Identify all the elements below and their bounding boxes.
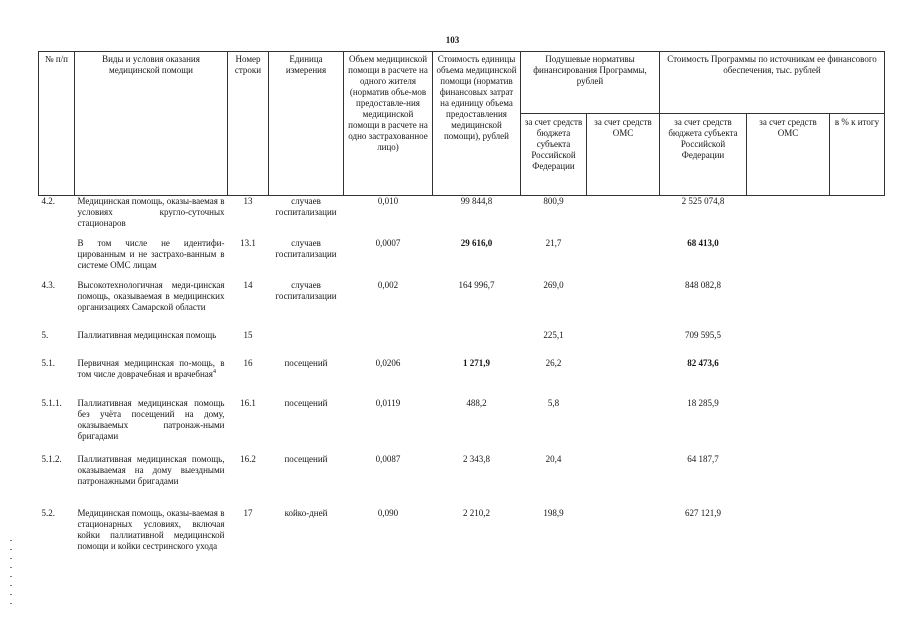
table-row	[39, 280, 885, 330]
row-program-oms	[747, 508, 830, 582]
row-program-budget: 82 473,6	[687, 357, 719, 368]
row-line-number: 16.2	[240, 453, 256, 464]
row-program-budget: 709 595,5	[685, 329, 721, 340]
row-line-number: 17	[243, 507, 253, 518]
header-cost: Стоимость единицы объема медицинской помощи (норматив финансовых затрат на единицу объема предоставления медицинской помощи), рублей	[433, 52, 521, 196]
row-per-capita-budget: 21,7	[545, 237, 562, 248]
row-per-capita-budget: 269,0	[543, 279, 564, 290]
row-program-pct	[830, 196, 885, 238]
row-program-oms	[747, 238, 830, 280]
row-unit: посещений	[284, 453, 328, 464]
row-per-capita-oms	[587, 330, 660, 358]
footnote-marker: 4	[212, 368, 216, 375]
row-per-capita-oms	[587, 508, 660, 582]
row-unit-cost: 2 343,8	[463, 453, 490, 464]
header-pr-pct: в % к итогу	[830, 114, 885, 196]
row-per-capita-oms	[587, 454, 660, 508]
row-program-oms	[747, 330, 830, 358]
header-pr-oms: за счет средств ОМС	[747, 114, 830, 196]
table-row	[39, 196, 885, 238]
row-unit: койко-дней	[284, 507, 328, 518]
header-per-capita: Подушевые нормативы финансирования Программы, рублей	[521, 52, 660, 114]
row-unit: посещений	[284, 397, 328, 408]
scan-margin-marks	[10, 540, 12, 630]
row-volume: 0,002	[377, 279, 399, 290]
row-program-pct	[830, 454, 885, 508]
row-program-budget: 2 525 074,8	[681, 196, 725, 206]
row-description: Медицинская помощь, оказы-ваемая в стационарных условиях, включая койки паллиативной медицинской помощи и койки сестринского ухода	[77, 507, 225, 551]
program-cost-table	[38, 51, 885, 582]
row-line-number: 16	[243, 357, 253, 368]
row-per-capita-budget: 198,9	[543, 507, 564, 518]
row-per-capita-oms	[587, 358, 660, 398]
row-line-number: 13.1	[240, 237, 256, 248]
row-number: 5.	[41, 329, 49, 340]
row-program-pct	[830, 280, 885, 330]
row-program-pct	[830, 330, 885, 358]
row-unit-cost: 99 844,8	[460, 196, 493, 206]
row-per-capita-budget: 26,2	[545, 357, 562, 368]
row-per-capita-budget: 20,4	[545, 453, 562, 464]
row-unit: случаев госпитализации	[275, 196, 337, 217]
row-per-capita-budget: 5,8	[547, 397, 560, 408]
row-number: 4.2.	[41, 196, 55, 206]
page-number: 103	[445, 35, 460, 45]
row-unit-cost: 164 996,7	[458, 279, 495, 290]
row-description: Паллиативная медицинская помощь	[77, 329, 217, 340]
row-program-oms	[747, 398, 830, 454]
header-unit: Единица измерения	[269, 52, 344, 196]
row-description: В том числе не идентифи-цированным и не застрахо-ванным в системе ОМС лицам	[77, 237, 225, 270]
row-volume: 0,0007	[375, 237, 401, 248]
row-program-budget: 18 285,9	[687, 397, 719, 408]
row-unit: случаев госпитализации	[275, 237, 337, 259]
table-row	[39, 330, 885, 358]
row-program-oms	[747, 196, 830, 238]
row-description: Паллиативная медицинская помощь, оказываемая на дому выездными патронажными бригадами	[77, 453, 225, 486]
row-program-budget: 68 413,0	[687, 237, 719, 248]
row-unit-cost: 488,2	[466, 397, 487, 408]
row-number	[39, 238, 75, 280]
row-program-pct	[830, 238, 885, 280]
row-description: Паллиативная медицинская помощь без учёта посещений на дому, оказываемых патронаж-ными бригадами	[77, 397, 225, 441]
row-unit: посещений	[284, 357, 328, 368]
row-line-number: 16.1	[240, 397, 256, 408]
row-volume	[344, 330, 433, 358]
header-pc-budget: за счет средств бюджета субъекта Российской Федерации	[521, 114, 587, 196]
row-per-capita-budget: 800,9	[543, 196, 564, 206]
row-program-pct	[830, 398, 885, 454]
row-per-capita-oms	[587, 398, 660, 454]
header-volume: Объем медицинской помощи в расчете на одного жителя (норматив объе-мов предоставле-ния медицинской помощи в расчете на одно застрахованное лицо)	[344, 52, 433, 196]
row-per-capita-oms	[587, 280, 660, 330]
row-unit-cost: 29 616,0	[460, 237, 493, 248]
row-volume: 0,0087	[375, 453, 401, 464]
row-number: 5.1.2.	[41, 453, 62, 464]
table-row	[39, 398, 885, 454]
row-volume: 0,010	[377, 196, 399, 206]
row-line-number: 14	[243, 279, 253, 290]
header-pr-budget: за счет средств бюджета субъекта Российской Федерации	[660, 114, 747, 196]
table-row	[39, 358, 885, 398]
row-program-budget: 64 187,7	[687, 453, 719, 464]
row-program-pct	[830, 508, 885, 582]
row-description: Высокотехнологичная меди-цинская помощь, оказываемая в медицинских организациях Самарской области	[77, 279, 225, 312]
row-unit-cost: 1 271,9	[463, 357, 490, 368]
row-volume: 0,090	[377, 507, 399, 518]
row-volume: 0,0119	[375, 397, 401, 408]
table-row	[39, 508, 885, 582]
header-row: Номер строки	[228, 52, 269, 196]
row-number: 5.2.	[41, 507, 55, 518]
header-num: № п/п	[39, 52, 75, 196]
row-program-budget: 848 082,8	[685, 279, 721, 290]
header-type: Виды и условия оказания медицинской помощи	[75, 52, 228, 196]
row-unit-cost: 2 210,2	[463, 507, 490, 518]
row-program-oms	[747, 358, 830, 398]
row-volume: 0,0206	[375, 357, 401, 368]
header-program-cost: Стоимость Программы по источникам ее финансового обеспечения, тыс. рублей	[660, 52, 885, 114]
row-description: Медицинская помощь, оказы-ваемая в условиях кругло-суточных стационаров	[77, 196, 225, 228]
table-row	[39, 238, 885, 280]
row-unit: случаев госпитализации	[275, 279, 337, 301]
row-description: Первичная медицинская по-мощь, в том числе доврачебная и врачебная$^4$	[77, 357, 225, 379]
row-number: 4.3.	[41, 279, 55, 290]
row-number: 5.1.	[41, 357, 55, 368]
table-row	[39, 454, 885, 508]
row-per-capita-budget: 225,1	[543, 329, 564, 340]
row-per-capita-oms	[587, 238, 660, 280]
row-line-number: 13	[243, 196, 253, 206]
row-program-pct	[830, 358, 885, 398]
row-line-number: 15	[243, 329, 253, 340]
header-pc-oms: за счет средств ОМС	[587, 114, 660, 196]
row-program-budget: 627 121,9	[685, 507, 721, 518]
row-program-oms	[747, 454, 830, 508]
row-program-oms	[747, 280, 830, 330]
row-unit-cost	[433, 330, 521, 358]
row-per-capita-oms	[587, 196, 660, 238]
row-unit	[269, 330, 344, 358]
row-number: 5.1.1.	[41, 397, 62, 408]
